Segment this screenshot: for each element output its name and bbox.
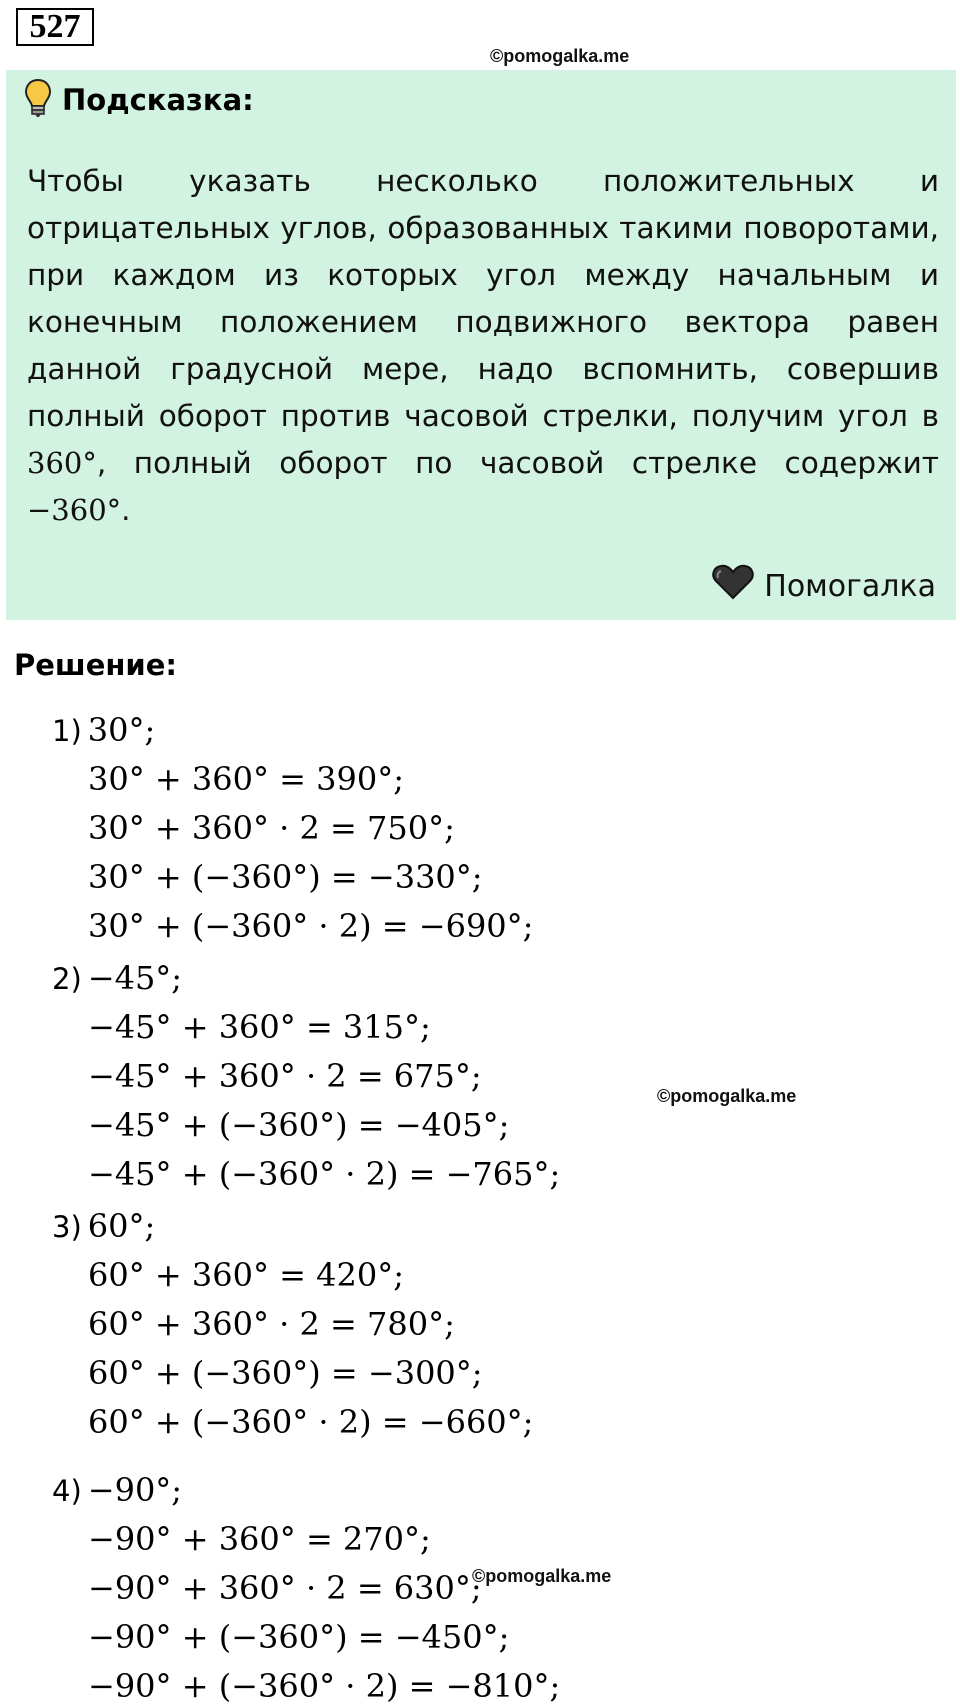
equation-line: 60° + (−360° · 2) = −660°;: [88, 1403, 534, 1441]
equation-line: 30° + (−360° · 2) = −690°;: [88, 907, 534, 945]
item-angle: 60°;: [87, 1207, 156, 1245]
hint-text-part2: , полный оборот по часовой стрелке содержит: [96, 446, 939, 480]
item-number: 4): [52, 1474, 82, 1508]
item-number: 1): [52, 714, 82, 748]
equation-line: −90° + (−360°) = −450°;: [88, 1618, 510, 1656]
equation-line: 30° + 360° = 390°;: [88, 760, 404, 798]
task-number: 527: [16, 8, 94, 46]
hint-text: [27, 158, 939, 534]
item-angle: 30°;: [87, 711, 156, 749]
hint-box: [6, 70, 956, 620]
equation-line: −45° + (−360°) = −405°;: [88, 1106, 510, 1144]
hint-header: [24, 80, 254, 120]
equation-line: 60° + 360° · 2 = 780°;: [88, 1305, 455, 1343]
equation-line: −45° + (−360° · 2) = −765°;: [88, 1155, 561, 1193]
equation-line: 30° + (−360°) = −330°;: [88, 858, 483, 896]
solution-item-header: [52, 958, 182, 999]
hint-text-part1: Чтобы указать несколько положительных и отрицательных углов, образованных такими поворотами, при каждом из которых угол между начальным и конечным положением подвижного вектора равен данной градусной мере, надо вспомнить, совершив полный оборот против часовой стрелки, получим угол в: [27, 164, 939, 433]
solution-item-header: [52, 1470, 182, 1511]
item-number: 3): [52, 1210, 82, 1244]
equation-line: −45° + 360° · 2 = 675°;: [88, 1057, 482, 1095]
brand-name: Помогалка: [764, 568, 936, 604]
equation-line: 60° + 360° = 420°;: [88, 1256, 404, 1294]
item-angle: −45°;: [87, 959, 183, 997]
hint-text-part3: .: [121, 493, 131, 527]
hint-math-minus360: −360°: [27, 493, 122, 527]
equation-line: −45° + 360° = 315°;: [88, 1008, 431, 1046]
equation-line: 30° + 360° · 2 = 750°;: [88, 809, 455, 847]
hint-title: Подсказка:: [62, 83, 254, 117]
item-number: 2): [52, 962, 82, 996]
brand-signature: [712, 564, 936, 608]
solution-title: Решение:: [14, 648, 178, 682]
watermark-middle: ©pomogalka.me: [657, 1086, 797, 1106]
watermark-top: ©pomogalka.me: [490, 46, 630, 66]
item-angle: −90°;: [87, 1471, 183, 1509]
heart-icon: [712, 564, 754, 608]
equation-line: −90° + (−360° · 2) = −810°;: [88, 1667, 561, 1705]
equation-line: −90° + 360° · 2 = 630°;: [88, 1569, 482, 1607]
equation-line: 60° + (−360°) = −300°;: [88, 1354, 483, 1392]
solution-item-header: [52, 710, 155, 751]
solution-item-header: [52, 1206, 155, 1247]
equation-line: −90° + 360° = 270°;: [88, 1520, 431, 1558]
hint-math-360: 360°: [27, 446, 97, 480]
lightbulb-icon: [24, 78, 52, 123]
watermark-bottom: ©pomogalka.me: [472, 1566, 612, 1586]
